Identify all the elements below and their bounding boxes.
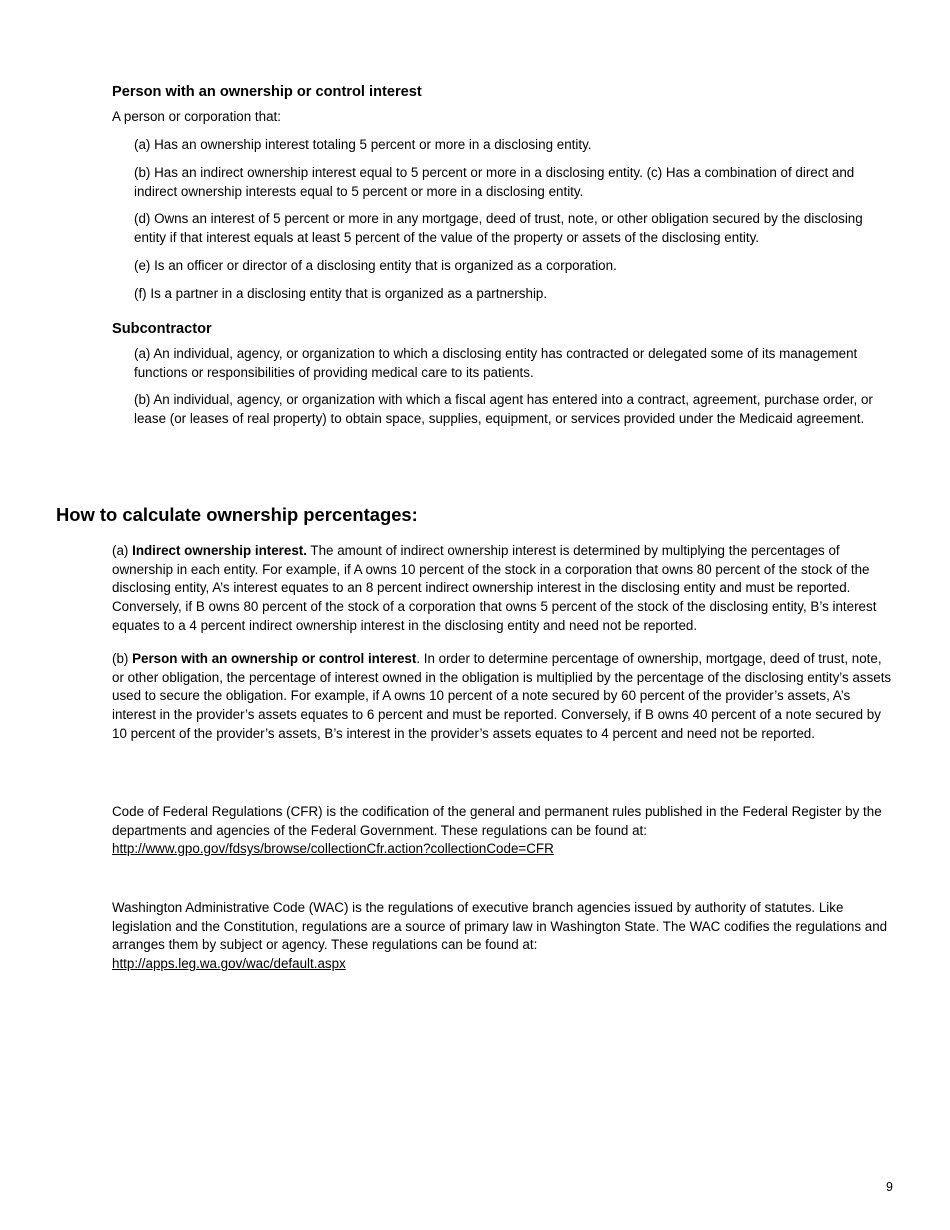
cfr-paragraph: Code of Federal Regulations (CFR) is the codification of the general and permanent rules published in the Federal Register by the departments and agencies of the Federal Government. These regulations can be found at: (112, 804, 882, 838)
ownership-item-e: (e) Is an officer or director of a disclosing entity that is organized as a corporation. (134, 258, 617, 273)
page-number: 9 (886, 1180, 893, 1194)
wac-link[interactable]: http://apps.leg.wa.gov/wac/default.aspx (112, 956, 346, 971)
para-a-bold-term: Indirect ownership interest. (132, 543, 307, 558)
subcontractor-item-b: (b) An individual, agency, or organization with which a fiscal agent has entered into a contract, agreement, purchase order, or lease (or leases of real property) to obtain space, supplies, equipment, or services provided under the Medicaid agreement. (134, 392, 873, 426)
ownership-item-a: (a) Has an ownership interest totaling 5 percent or more in a disclosing entity. (134, 137, 592, 152)
indirect-ownership-paragraph (112, 542, 896, 636)
control-interest-paragraph (112, 650, 896, 744)
calculate-percentages-heading: How to calculate ownership percentages: (56, 504, 418, 525)
ownership-interest-heading: Person with an ownership or control interest (112, 84, 422, 100)
para-b-prefix: (b) (112, 651, 133, 666)
subcontractor-heading: Subcontractor (112, 321, 212, 337)
wac-paragraph: Washington Administrative Code (WAC) is the regulations of executive branch agencies issued by authority of statutes. Like legislation and the Constitution, regulations are a source of primary law in Washington State. The WAC codifies the regulations and arranges them by subject or agency. These regulations can be found at: (112, 900, 888, 953)
ownership-item-f: (f) Is a partner in a disclosing entity that is organized as a partnership. (134, 286, 548, 301)
para-a-prefix: (a) (112, 543, 133, 558)
para-a-text: The amount of indirect ownership interest is determined by multiplying the percentages of ownership in each entity. For example, if A owns 10 percent of the stock in a corporation that owns 80 percent of the stock of the disclosing entity, A’s interest equates to an 8 percent indirect ownership interest in the disclosing entity and must be reported. Conversely, if B owns 80 percent of the stock of a corporation that owns 5 percent of the stock of the disclosing entity, B’s interest equates to a 4 percent indirect ownership interest in the disclosing entity and need not be reported. (112, 543, 877, 633)
cfr-link[interactable]: http://www.gpo.gov/fdsys/browse/collectionCfr.action?collectionCode=CFR (112, 841, 554, 856)
ownership-item-b-c: (b) Has an indirect ownership interest equal to 5 percent or more in a disclosing entity. (c) Has a combination of direct and indirect ownership interests equal to 5 percent or more in a disclosing entity. (134, 165, 855, 199)
ownership-intro: A person or corporation that: (112, 109, 281, 124)
subcontractor-item-a: (a) An individual, agency, or organization to which a disclosing entity has contracted or delegated some of its management functions or responsibilities of providing medical care to its patients. (134, 346, 858, 380)
para-b-bold-term: Person with an ownership or control interest (132, 651, 417, 666)
ownership-item-d: (d) Owns an interest of 5 percent or more in any mortgage, deed of trust, note, or other obligation secured by the disclosing entity if that interest equals at least 5 percent of the value of the property or assets of the disclosing entity. (134, 211, 863, 245)
para-b-text: . In order to determine percentage of ownership, mortgage, deed of trust, note, or other obligation, the percentage of interest owned in the obligation is multiplied by the percentage of the disclosing entity’s assets used to secure the obligation. For example, if A owns 10 percent of a note secured by 60 percent of the provider’s assets, A’s interest in the provider’s assets equates to 6 percent and must be reported. Conversely, if B owns 40 percent of a note secured by 10 percent of the provider’s assets, B’s interest in the provider’s assets equates to 4 percent and need not be reported. (112, 651, 892, 741)
